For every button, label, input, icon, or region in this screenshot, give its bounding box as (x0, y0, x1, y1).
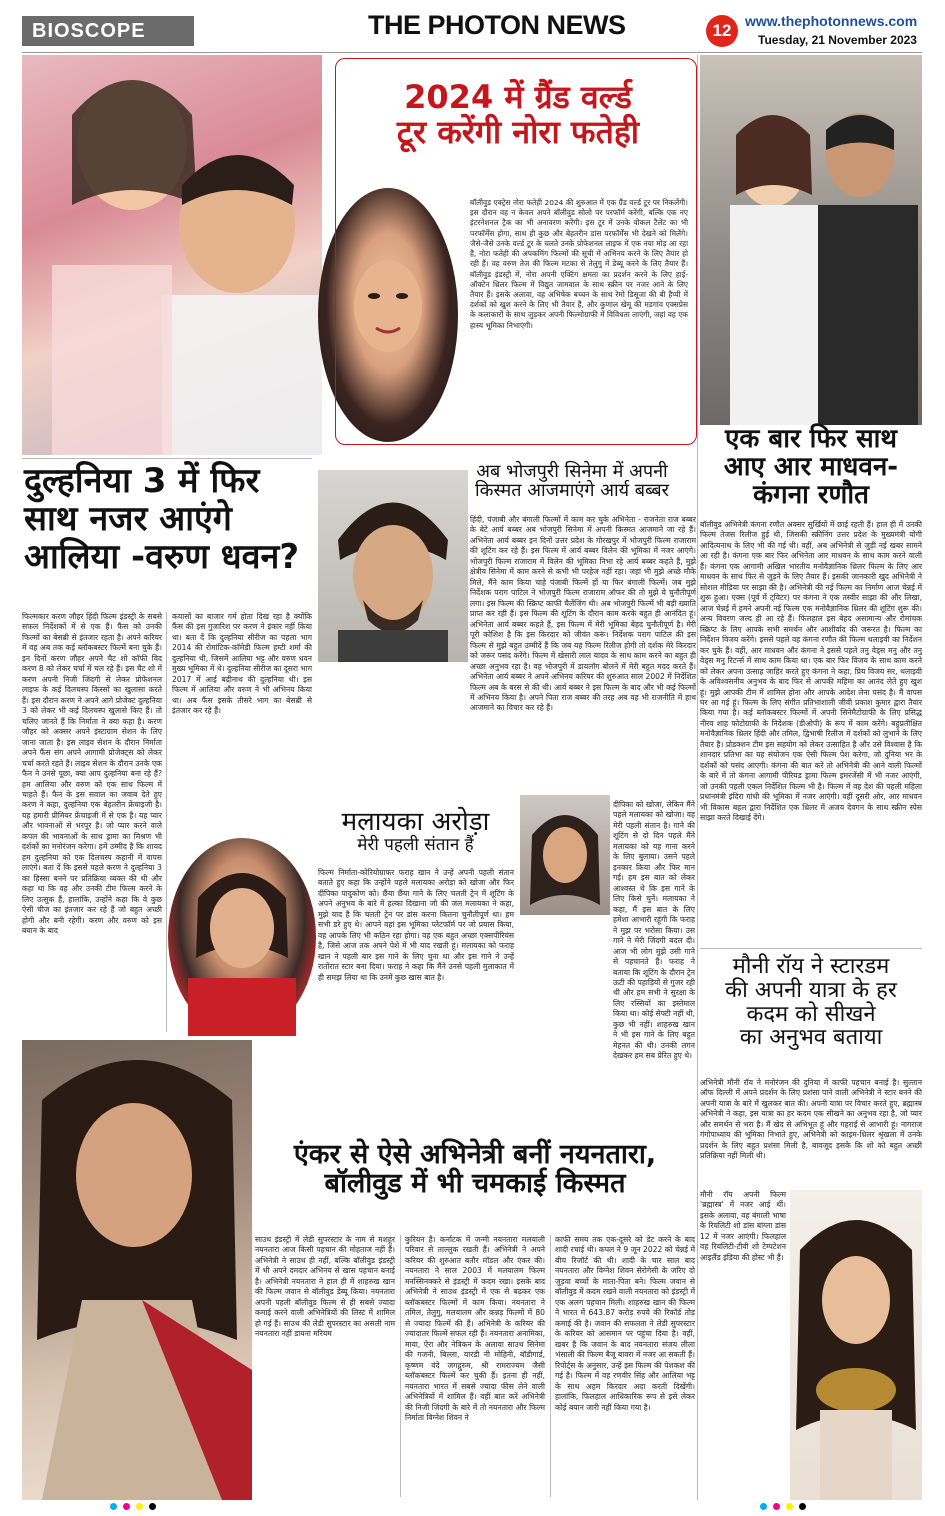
masthead-logo: THE PHOTON NEWS (368, 10, 626, 40)
nora-headline (348, 80, 688, 149)
mouni-headline-line-1: मौनी रॉय ने स्टारडम (732, 954, 890, 979)
person-illustration-icon (790, 1190, 922, 1500)
registration-dots-right (760, 1503, 806, 1510)
header-rule (22, 52, 922, 53)
dulhania-body-col-2: कयासों का बाजार गर्म होता दिख रहा है क्योंकि फैंस की इस गुजारिश पर करण ने इंकार नहीं किया था। बता दें कि दुल्हनिया सीरीज का पहला भाग 2014 की रोमांटिक-कॉमेडी फिल्म हम्टी शर्मा की दुल्हनिया थी, जिसमें आलिया भट्ट और वरुण धवन मुख्य भूमिका में थे। दुल्हनिया सीरीज का दूसरा भाग 2017 में आई बद्रीनाथ की दुल्हनिया थी। इस फिल्म में आलिया और वरुण ने भी अभिनय किया था। अब फैंस इसके तीसरे भाग का बेसब्री से इंतजार कर रहे हैं। (172, 612, 312, 716)
column-rule (400, 1235, 401, 1497)
photo-mouni (790, 1190, 922, 1500)
madhavan-body: बॉलीवुड अभिनेत्री कंगना रणौत अक्सर सुर्खियों में छाई रहती हैं। हाल ही में उनकी फिल्म तेजस रिलीज हुई थी, जिसकी स्क्रीनिंग उत्तर प्रदेश के मुख्यमंत्री योगी आदित्यनाथ के लिए भी की गई थी। वहीं, अब अभिनेत्री से जुड़ी नई खबर सामने आ रही है। कंगना एक बार फिर अभिनेता आर माधवन के साथ काम करने वाली हैं। कंगना एक आगामी अखिल भारतीय मनोवैज्ञानिक थ्रिलर फिल्म के लिए आर माधवन के साथ फिर से जुड़ने के लिए तैयार हैं। इसकी जानकारी खुद अभिनेत्री ने सोशल मीडिया पर साझा की है। अभिनेत्री की नई फिल्म का निर्माण आज चेन्नई में शुरू हुआ। एक्स (पूर्व में ट्विटर) पर कंगना ने एक तस्वीर साझा की और लिखा, आज चेन्नई में हमने अपनी नई फिल्म एक मनोवैज्ञानिक थ्रिलर की शूटिंग शुरू की। अन्य विवरण जल्द ही आ रहे हैं। फिलहाल इस बेहद असामान्य और रोमांचक स्क्रिप्ट के लिए आपके सभी समर्थन और आशीर्वाद की जरूरत है। फिल्म का निर्देशन विजय करेंगे। इससे पहले वह कंगना रणौत की फिल्म थलाइवी का निर्देशन कर चुके हैं। वहीं, आर माधवन और कंगना ने इससे पहले तनु वेड्स मनु और तनु वेड्स मनु रिटर्न्स में साथ काम किया था। एक बार फिर विजय के साथ काम करने को लेकर अपना उत्साह जाहिर करते हुए कंगना ने कहा, प्रिय विजय सर, थलाइवी के अविश्वसनीय अनुभव के बाद फिर से आपकी महिमा का आनंद लेते हुए खुश हूं। मुझे आपकी टीम में शामिल होना और आपके आदेश लेना पसंद है। मैं वापस घर आ गई हूं। फिल्म के लिए संगीत प्रतिभाशाली जीवी प्रकाश कुमार द्वारा तैयार किया गया है। कई ब्लॉकबस्टर फिल्मों में अपनी सिनेमैटोग्राफी के लिए प्रसिद्ध नीरव शाह फोटोग्राफी के निदेशक (डीओपी) के रूप में काम करेंगे। बहुप्रतीक्षित मनोवैज्ञानिक थ्रिलर हिंदी और तमिल, द्विभाषी रिलीज में दर्शकों को लुभाने के लिए तैयार है। प्रोडक्शन टीम इस सहयोग को लेकर उत्साहित है और उसे विश्वास है कि शानदार प्रतिभा का यह संयोजन एक ऐसी फिल्म पेश करेगा, जो दुनिया भर के दर्शकों को पसंद आएगी। कंगना की बात करें तो अभिनेत्री की आने वाली फिल्मों के बारे में तो कंगना आगामी पीरियड ड्रामा फिल्म इमरजेंसी में भी नजर आएंगी, जो उनकी पहली एकल निर्देशित फिल्म भी है। फिल्म में वह देश की पहली महिला प्रधानमंत्री इंदिरा गांधी की भूमिका में नजर आएंगी। वहीं दूसरी ओर, आर माधवन भी विकास बहल द्वारा निर्देशित एक थ्रिलर में अजय देवगन के साथ स्क्रीन स्पेस साझा करते दिखाई देंगे। (700, 520, 922, 823)
nora-headline-line-2: टूर करेंगी नोरा फतेही (396, 112, 640, 151)
nayanthara-body-col-3: काफी समय तक एक-दूसरे को डेट करने के बाद शादी रचाई थी। कपल ने 9 जून 2022 को चेन्नई में बीच रिजॉर्ट की थी। शादी के चार साल बाद नयनतारा और विग्नेश शिवन सेरोगेसी के जरिए दो जुड़वा बच्चों के माता-पिता बने। फिल्म जवान से बॉलीवुड में कदम रखने वाली नयनतारा को इंडस्ट्री में एक अलग पहचान मिली। शाहरुख खान की फिल्म ने भारत में 643.87 करोड़ रुपये की रिकॉर्ड तोड़ कमाई की है। जवान की सफलता ने लेडी सुपरस्टार के करियर को आसमान पर पहुंचा दिया है। वहीं, खबर है कि जवान के बाद नयनतारा संजय लीला भंसाली की फिल्म बैजू बावरा में नजर आ सकती हैं। रिपोर्ट्स के अनुसार, उन्हें इस फिल्म की पेशकश की गई है। फिल्म में वह रणवीर सिंह और आलिया भट्ट के साथ अहम किरदार अदा करती दिखेंगी। हालांकि, फिलहाल आधिकारिक रूप से इसे लेकर कोई बयान जारी नहीं किया गया है। (555, 1235, 696, 1412)
arya-headline-line-2: किस्मत आजमाएंगे आर्य बब्बर (474, 480, 670, 502)
nayanthara-body-col-1: साउथ इंडस्ट्री में लेडी सुपरस्टार के नाम से मशहूर नयनतारा आज किसी पहचान की मोहताज नहीं हैं। अभिनेत्री ने साउथ ही नहीं, बल्कि बॉलीवुड इंडस्ट्री में भी अपने दमदार अभिनय से खास पहचान बनाई है। अभिनेत्री नयनतारा ने हाल ही में शाहरुख खान की फिल्म जवान से बॉलीवुड डेब्यू किया। नयनतारा अपनी पहली बॉलीवुड फिल्म से ही सबसे ज्यादा कमाई करने वाली अभिनेत्रियों की लिस्ट में शामिल हो गई हैं। साउथ की लेडी सुपरस्टार का असली नाम नयनतारा नहीं डायना मरियम (255, 1235, 395, 1339)
mouni-headline-line-4: का अनुभव बताया (739, 1025, 883, 1051)
column-rule (550, 1235, 551, 1497)
photo-farah (168, 838, 316, 1036)
site-url-link[interactable]: www.thephotonnews.com (745, 13, 918, 29)
people-illustration-icon (22, 55, 322, 455)
section-tag: BIOSCOPE (22, 16, 194, 46)
dulhania-headline (24, 462, 314, 576)
divider (22, 458, 312, 459)
madhavan-headline-line-1: एक बार फिर साथ (724, 424, 898, 454)
mouni-headline (700, 955, 922, 1050)
mouni-body-col-2: मौनी रॉय अपनी फिल्म 'ब्रह्मास्त्र' में नजर आई थीं। इसके अलावा, वह बंगाली भाषा के रियलिटी शो डांस बांग्ला डांस 12 में नजर आएंगी। फिलहाल वह रियलिटी-टीवी शो टेम्पटेशन आइलैंड इंडिया की होस्ट भी हैं। (700, 1190, 786, 1262)
malaika-headline-line-1: मलायका अरोड़ा (341, 807, 490, 837)
registration-dots-left (110, 1503, 156, 1510)
malaika-body-col-2: दीपिका को खोजा, लेकिन मैंने पहले मलायका को खोजा। वह मेरी पहली संतान है। गाने की शूटिंग से दो दिन पहले मैंने मलायका को यह गाना करने के लिए बुलाया। उसने पहले इनकार किया और फिर मान गई। हम इस बात को लेकर आश्वस्त थे कि इस गाने के लिए किसे चुनें। मलायका ने कहा, मैं इस बात के लिए हमेशा आभारी रहूंगी कि फराह ने मुझ पर भरोसा किया। उस गाने ने मेरी जिंदगी बदल दी। आज भी लोग मुझे उसी गाने से पहचानते हैं। फराह ने बताया कि शूटिंग के दौरान ट्रेन ऊटी की पहाड़ियों से गुजर रही थी और हम सभी ने सुरक्षा के लिए रस्सियों का इस्तेमाल किया था। कोई सेफ्टी नहीं थी, कुछ भी नहीं। शाहरुख खान ने भी इस गाने के लिए बहुत मेहनत की थी। उनकी लगन देखकर हम सब प्रेरित हुए थे। (613, 800, 695, 1061)
nayanthara-headline (255, 1140, 695, 1198)
column-rule (166, 612, 167, 1032)
arya-headline-line-1: अब भोजपुरी सिनेमा में अपनी (476, 461, 668, 482)
page-number-badge: 12 (706, 15, 738, 47)
divider (700, 948, 922, 949)
photo-nayanthara (22, 1040, 252, 1500)
person-illustration-icon (22, 1040, 252, 1500)
madhavan-headline-line-2: आए आर माधवन- (723, 452, 899, 483)
people-illustration-icon (700, 55, 922, 425)
nayanthara-headline-line-2: बॉलीवुड में भी चमकाई किस्मत (324, 1168, 626, 1200)
nora-headline-line-1: 2024 में ग्रैंड वर्ल्ड (404, 78, 632, 116)
nayanthara-headline-line-1: एंकर से ऐसे अभिनेत्री बनीं नयनतारा, (293, 1139, 657, 1170)
malaika-headline (318, 808, 513, 854)
malaika-headline-line-2: मेरी पहली संतान हैं (357, 835, 474, 856)
dulhania-headline-line-1: दुल्हनिया 3 में फिर (24, 461, 260, 501)
face-illustration-icon (318, 470, 468, 662)
malaika-body-col-1: फिल्म निर्माता-कोरियोग्राफर फराह खान ने उन्हें अपनी पहली संतान बताते हुए कहा कि उन्होंने पहले मलायका अरोड़ा को खोजा और फिर दीपिका पादुकोण को। छैंया छैंया गाने के लिए चलती ट्रेन में शूटिंग के अपने अनुभव के बारे में हल्का दिखाना जो की जल मलायका ने कहा, मुझे याद है कि चलती ट्रेन पर डांस करना कितना चुनौतीपूर्ण था। हम सभी डरे हुए थे। आपने वहां इस भूमिका प्लेटफॉर्म पर जो प्रयास किया, वह आपके लिए भी कठिन रहा होगा। वह एक बहुत अच्छा एक्सपीरियंस है, जिसे आज तक अपने पेशे में भी याद रखती हूं। मलायका को फराह खान ने पहली बार इस गाने के लिए चुना था और इस गाने ने उन्हें रातोंरात स्टार बना दिया। फराह ने कहा कि मैंने उनसे पहली मुलाकात में ही समझ लिया था कि उनमें कुछ खास बात है। (318, 868, 514, 982)
nayanthara-body-col-2: कुरियन है। कर्नाटक में जन्मी नयनतारा मलयाली परिवार से ताल्लुक रखती हैं। अभिनेत्री ने अपने करियर की शुरुआत बतौर मॉडल और एंकर की। नयनतारा ने साल 2003 में मलयालम फिल्म मनस्सिनक्करे से इंडस्ट्री में कदम रखा। इसके बाद अभिनेत्री ने साउथ इंडस्ट्री में एक से बढ़कर एक ब्लॉकबस्टर फिल्मों में काम किया। नयनतारा ने तमिल, तेलुगु, मलयालम और कन्नड़ फिल्मों में 80 से ज्यादा फिल्में की हैं। अभिनेत्री के करियर की ज्यादातर फिल्में सफल रही हैं। नयनतारा अनामिका, माया, ऐरा और नेत्रिकन के अलावा साउथ सिनेमा की गजनी, बिल्ला, यारडी नी मोहिनी, बॉडीगार्ड, कृष्णम वंदे जगद्गुरुम, श्री रामराज्यम जैसी ब्लॉकबस्टर फिल्में कर चुकी हैं। इतना ही नहीं, नयनतारा भारत में सबसे ज्यादा फीस लेने वाली अभिनेत्रियों में शामिल हैं। वहीं बात करें अभिनेत्री की निजी जिंदगी के बारे में तो नयनतारा और फिल्म निर्माता विग्नेश शिवन ने (405, 1235, 545, 1422)
dulhania-headline-line-3: आलिया -वरुण धवन? (24, 537, 300, 578)
mouni-body-col-1: अभिनेत्री मौनी रॉय ने मनोरंजन की दुनिया में काफी पहचान बनाई है। सुल्तान ऑफ दिल्ली में अपने प्रदर्शन के लिए प्रशंसा पाने वाली अभिनेत्री ने स्टार बनने की अपनी यात्रा के बारे में खुलकर बात की। अपनी यात्रा पर विचार करते हुए, ब्रह्मास्त्र अभिनेत्री ने कहा, इस यात्रा का हर कदम एक सीखने का अनुभव रहा है, जो प्यार और समर्थन से भरा है। मैं खेद से अभिभूत हूं और गहराई से आभारी हूं। नागराज गंगोपाध्याय की भूमिका निभाते हुए, अभिनेत्री को काइम-थ्रिलर श्रृंखला में उनके प्रदर्शन के लिए बहुत प्रशंसा मिली है, बावजूद इसके कि शो को बहुत अच्छी प्रतिक्रिया नहीं मिली थी। (700, 1078, 922, 1161)
face-illustration-icon (520, 795, 610, 915)
madhavan-headline-line-3: कंगना रणौत (753, 480, 869, 511)
dulhania-body-col-1: फिल्मकार करण जौहर हिंदी फिल्म इंडस्ट्री के सबसे सफल निर्देशकों में से एक हैं। फैंस को उनकी फिल्मों का बेसब्री से इंतजार रहता है। अपने करियर में वह अब तक कई ब्लॉकबस्टर फिल्में बना चुके हैं। इन दिनों करण जौहर अपने चैट शो कॉफी विद करण 8 को लेकर चर्चा में चल रहे हैं। इस चैट शो में करण अपनी निजी जिंदगी से लेकर प्रोफेशनल लाइफ के कई दिलचस्प किस्सों का खुलासा करते हैं। इस दौरान करण ने अपने आगे प्रोजेक्ट दुल्हनिया 3 को लेकर भी कई दिलचस्प खुलासे किए हैं। तो चलिए जानते हैं कि निर्माता ने क्या कहा है। करण जौहर को अक्सर अपने इंस्टाग्राम सेशन के लिए जाना जाता है। इस लाइव सेशन के दौरान निर्माता अपने फैंस संग अपने आगामी प्रोजेक्ट्स को लेकर चर्चा करते रहते हैं। लाइव सेशन के दौरान उनके एक फैन ने उनसे पूछा, क्या आप दुल्हनिया बना रहे हैं? हम आलिया और वरुण को एक साथ फिल्म में चाहते हैं। फैन के इस सवाल का जवाब देते हुए करण ने कहा, दुल्हनिया एक बेहतरीन फ्रेंचाइजी है। यह हमारी प्रीमियर फ्रेंचाइजी में से एक है। यह प्यार और भावनाओं से भरपूर है। जो प्यार करने वाले कपल की भावनाओं के साथ ड्रामा का मिश्रण भी दर्शकों का मनोरंजन करेगा। हमें उम्मीद है कि शायद हम दुल्हनिया को एक दिलचस्प कहानी में वापस लाएंगे। बता दें कि इससे पहले करण ने दुल्हनिया 3 का हिस्सा बनने पर प्रतिक्रिया व्यक्त की थी और कहा था कि वह और उनकी टीम फिल्म करने के लिए उत्सुक हैं, हालांकि, उन्होंने कहा कि वे कुछ ऐसी चीज का इंतजार कर रहे हैं जो बहुत अच्छी होगी और बनी रहेगी। करण और वरुण को इस बयान के बाद (22, 612, 162, 936)
face-illustration-icon (168, 838, 316, 1036)
mouni-headline-line-2: की अपनी यात्रा के हर (725, 977, 897, 1003)
dulhania-headline-line-2: साथ नजर आएंगे (24, 499, 232, 540)
mouni-headline-line-3: कदम को सीखने (746, 1001, 876, 1027)
photo-alia-varun (22, 55, 322, 455)
madhavan-headline (700, 425, 922, 509)
nora-body: बॉलीवुड एक्ट्रेस नोरा फतेही 2024 की शुरुआत में एक ग्रैंड वर्ल्ड टूर पर निकलेंगी। इस दौरान वह न केवल अपने बॉलीवुड सोलो पर परफॉर्म करेंगी, बल्कि एक नए इंटरनेशनल ट्रैक का भी अनावरण करेंगी। इस टूर में उनके वोकल टैलेंट का भी परफॉर्मेंस होगा, साथ ही कुछ और बेहतरीन डांस परफॉर्मेंस भी देखने को मिलेंगे। जैसे-जैसे उनके वर्ल्ड टूर के चलते उनके प्रोफेशनल लाइफ में एक नया मोड़ आ रहा है, नोरा फतेही की अपकमिंग फिल्मों की सूची में अभिनय करने के लिए तैयार हो रही हैं। वह वरुण तेज की फिल्म मटका से तेलुगु में डेब्यू करने के लिए तैयार हैं। बॉलीवुड इंडस्ट्री में, नोरा अपनी एक्टिंग क्षमता का प्रदर्शन करने के लिए हाई-ऑक्टेन थ्रिलर फिल्म में विद्युत जामवाल के साथ स्क्रीन पर नजर आने के लिए तैयार हैं। इसके अलावा, वह अभिषेक बच्चन के साथ रेमो डिसूजा की बी हैप्पी में दर्शकों को खुश करने के लिए भी तैयार हैं, और कुणाल खेमू की मडगांव एक्सप्रेस के कलाकारों के साथ जुड़कर अपनी फिल्मोग्राफी में विविधता लाएंगी, जहां वह एक हास्य भूमिका निभाएंगी। (470, 198, 688, 330)
photo-arya (318, 470, 468, 662)
issue-date: Tuesday, 21 November 2023 (758, 33, 917, 47)
arya-body-top: हिंदी, पंजाबी और बंगाली फिल्मों में काम कर चुके अभिनेता - राजनेता राज बब्बर के बेटे आर्य बब्बर अब भोजपुरी सिनेमा में अपनी किस्मत आजमाने जा रहे हैं। अभिनेता आर्य बब्बर इन दिनों उत्तर प्रदेश के गोरखपुर में भोजपुरी फिल्म राजाराम की शूटिंग कर रहे हैं। इस फिल्म में आर्य बब्बर विलेन की भूमिका में नजर आएंगे। भोजपुरी फिल्म राजाराम में विलेन की भूमिका निभा रहे आर्य बब्बर कहते हैं, मुझे क्षेत्रीय सिनेमा में काम करने से कभी भी परहेज नहीं रहा। जहां भी मुझे अच्छे मौके मिले, मैंने काम किया चाहे पंजाबी फिल्में हों या फिर बंगाली फिल्में। जब मुझे निर्देशक पराग पाटिल ने भोजपुरी फिल्म राजाराम ऑफर की तो मुझे ये चुनौतीपूर्ण लगा। इस फिल्म की स्क्रिप्ट काफी चैलेंजिंग थी। अब भोजपुरी फिल्में भी बड़ी ख्याति प्राप्त कर रही हैं। इस फिल्म की शूटिंग के दौरान काम करके बहुत ही आनंदित हूं। अभिनेता आर्य बब्बर कहते हैं, इस फिल्म में मेरी भूमिका बेहद चुनौतीपूर्ण है। मेरी पूरी कोशिश है कि इस किरदार को जीवंत करूं। निर्देशक पराग पाटिल की इस फिल्म से मुझे बहुत उम्मीदें हैं कि जब यह फिल्म रिलीज होगी तो दर्शक मेरे किरदार को जरूर पसंद करेंगे। फिल्म में खेसारी लाल यादव के साथ काम करने का बहुत ही अच्छा अनुभव रहा है। वह भोजपुरी में डायलॉग बोलने में मेरी बहुत मदद करते हैं। अभिनेता आर्य बब्बर ने अपने अभिनय करियर की शुरुआत साल 2002 में निर्देशित फिल्म अब के बरस से की थी। आर्य बब्बर ने इस फिल्म के बाद और भी कई फिल्मों में अभिनय किया है। अपने पिता राज बब्बर की तरह अब वह भी राजनीति में हाथ आजमाने का विचार कर रहे हैं। (470, 515, 696, 713)
photo-kangana-madhavan (700, 55, 922, 425)
photo-malaika (520, 795, 610, 915)
column-rule (697, 55, 698, 1500)
arya-headline (448, 462, 696, 501)
